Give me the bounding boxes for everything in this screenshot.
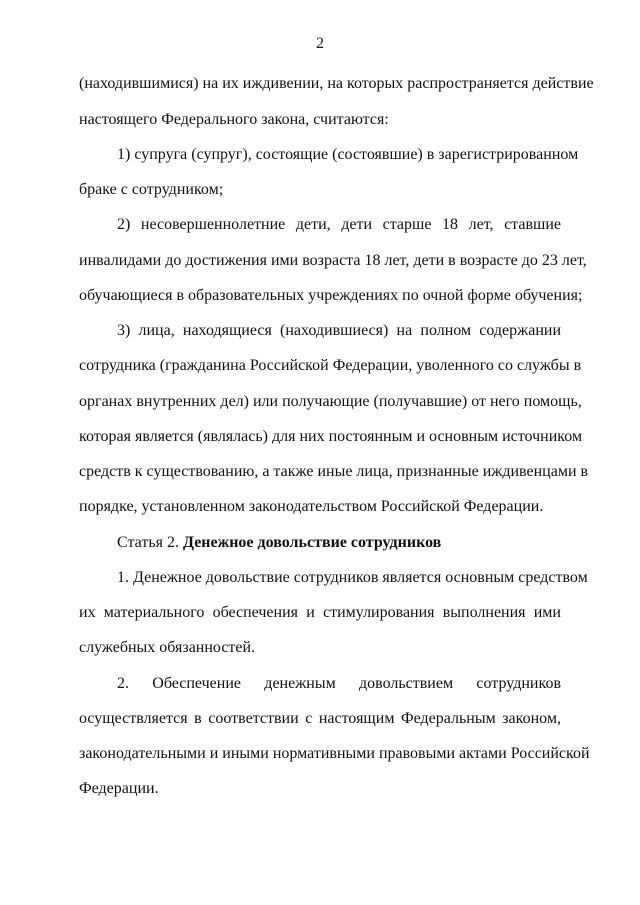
text-line: настоящего Федерального закона, считаются: — [79, 111, 389, 128]
text-line: инвалидами до достижения ими возраста 18 лет, дети в возрасте до 23 лет, — [79, 252, 587, 269]
page-number: 2 — [316, 35, 324, 52]
text-line: Федерации. — [79, 780, 159, 797]
text-line: порядке, установленном законодательством Российской Федерации. — [79, 498, 544, 515]
text-line: 2) несовершеннолетние дети, дети старше 18 лет, ставшие — [117, 216, 561, 233]
text-line: служебных обязанностей. — [79, 639, 256, 656]
article-prefix: Статья 2. — [117, 534, 183, 551]
article-heading — [117, 533, 561, 553]
text-line: органах внутренних дел) или получающие (получавшие) от него помощь, — [79, 393, 582, 410]
text-line: 1. Денежное довольствие сотрудников является основным средством — [117, 569, 588, 586]
text-line: сотрудника (гражданина Российской Федерации, уволенного со службы в — [79, 357, 582, 374]
text-line: браке с сотрудником; — [79, 181, 224, 198]
text-line: (находившимися) на их иждивении, на которых распространяется действие — [79, 75, 594, 92]
text-line: 1) супруга (супруг), состоящие (состоявшие) в зарегистрированном — [117, 146, 579, 163]
text-line: законодательными и иными нормативными правовыми актами Российской — [79, 745, 590, 762]
text-line: которая является (являлась) для них постоянным и основным источником — [79, 428, 583, 445]
text-line: осуществляется в соответствии с настоящим Федеральным законом, — [79, 710, 561, 727]
article-title: Денежное довольствие сотрудников — [182, 534, 442, 551]
text-line: средств к существованию, а также иные лица, признанные иждивенцами в — [79, 463, 589, 480]
text-line: обучающиеся в образовательных учреждениях по очной форме обучения; — [79, 287, 583, 304]
text-line: 2. Обеспечение денежным довольствием сотрудников — [117, 675, 561, 692]
text-line: их материального обеспечения и стимулирования выполнения ими — [79, 604, 561, 621]
text-line: 3) лица, находящиеся (находившиеся) на полном содержании — [117, 322, 561, 339]
